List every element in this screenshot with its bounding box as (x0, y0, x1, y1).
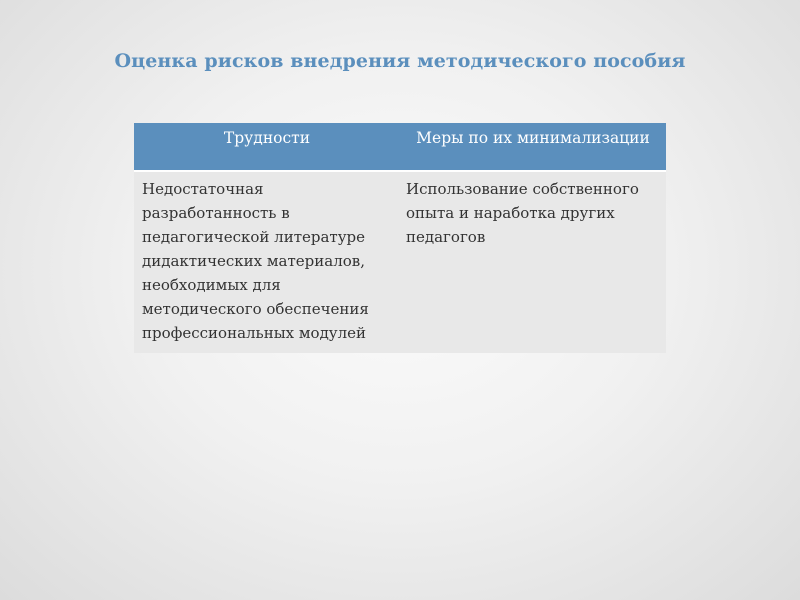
cell-difficulty: Недостаточная разработанность в педагогической литературе дидактических материалов, необходимых для методического обеспечения профессиональных модулей (134, 171, 400, 353)
slide-title: Оценка рисков внедрения методического пособия (114, 50, 686, 72)
cell-measure: Использование собственного опыта и наработка других педагогов (400, 171, 666, 353)
risk-table (134, 123, 666, 353)
table-row (134, 171, 666, 353)
table-header-row (134, 123, 666, 171)
header-difficulties: Трудности (134, 123, 400, 171)
header-measures: Меры по их минимализации (400, 123, 666, 171)
